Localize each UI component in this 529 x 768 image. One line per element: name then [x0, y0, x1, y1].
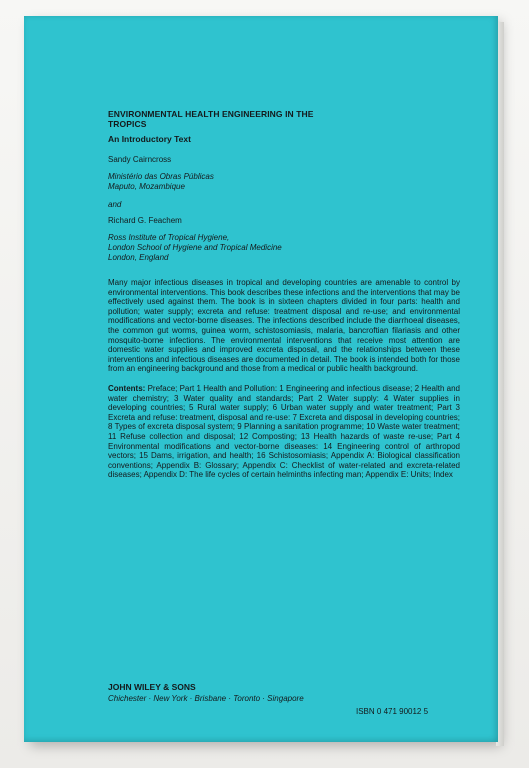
affiliation-2 — [108, 233, 460, 263]
author-2: Richard G. Feachem — [108, 216, 182, 225]
book-subtitle: An Introductory Text — [108, 134, 191, 144]
and-conjunction: and — [108, 200, 122, 209]
contents-label: Contents: — [108, 383, 146, 393]
affiliation-1-line: Maputo, Mozambique — [108, 182, 185, 191]
affiliation-2-line: London, England — [108, 253, 169, 262]
table-of-contents — [108, 384, 460, 480]
publisher-cities: Chichester · New York · Brisbane · Toronto · Singapore — [108, 694, 304, 703]
affiliation-2-line: London School of Hygiene and Tropical Medicine — [108, 243, 282, 252]
book-title: ENVIRONMENTAL HEALTH ENGINEERING IN THE TROPICS — [108, 109, 314, 129]
affiliation-1 — [108, 172, 460, 192]
author-1: Sandy Cairncross — [108, 155, 172, 164]
isbn: ISBN 0 471 90012 5 — [356, 707, 429, 716]
cover-content — [108, 109, 460, 480]
book-description: Many major infectious diseases in tropical and developing countries are amenable to control by environmental interventions. This book describes these infections and the interventions that may be effectively used against them. The book is in sixteen chapters divided in four parts: health and pollution; water supply; excreta and refuse: treatment disposal and re-use; and environmental modifications and vector-borne diseases. The infections described include the diarrhoeal diseases, the common gut worms, guinea worm, schistosomiasis, malaria, bancroftian filariasis and other mosquito-borne infections. The environmental interventions that receive most attention are domestic water supplies and improved excreta disposal, and the relationships between these interventions and infectious diseases are documented in detail. The book is intended both for those from an engineering background and those from a medical or public health background. — [108, 278, 460, 374]
publisher-block — [108, 682, 468, 716]
affiliation-2-line: Ross Institute of Tropical Hygiene, — [108, 233, 230, 242]
affiliation-1-line: Ministério das Obras Públicas — [108, 172, 214, 181]
publisher-name: JOHN WILEY & SONS — [108, 682, 196, 692]
contents-text: Preface; Part 1 Health and Pollution: 1 Engineering and infectious disease; 2 Health and water chemistry; 3 Water quality and standards; Part 2 Water supply: 4 Water supplies in developing countries; 5 Rural water supply; 6 Urban water supply and water treatment; Part 3 Excreta and refuse: treatment, disposal and re-use: 7 Excreta and disposal in developing countries; 8 Types of excreta disposal system; 9 Planning a sanitation programme; 10 Waste water treatment; 11 Refuse collection and disposal; 12 Composting; 13 Health hazards of waste re-use; Part 4 Environmental modifications and vector-borne diseases: 14 Engineering control of arthropod vectors; 15 Dams, irrigation, and health; 16 Schistosomiasis; Appendix A: Biological classification conventions; Appendix B: Glossary; Appendix C: Checklist of water-related and excreta-related diseases; Appendix D: The life cycles of certain helminths infecting man; Appendix E: Units; Index — [108, 383, 460, 480]
book-back-cover — [24, 16, 498, 742]
